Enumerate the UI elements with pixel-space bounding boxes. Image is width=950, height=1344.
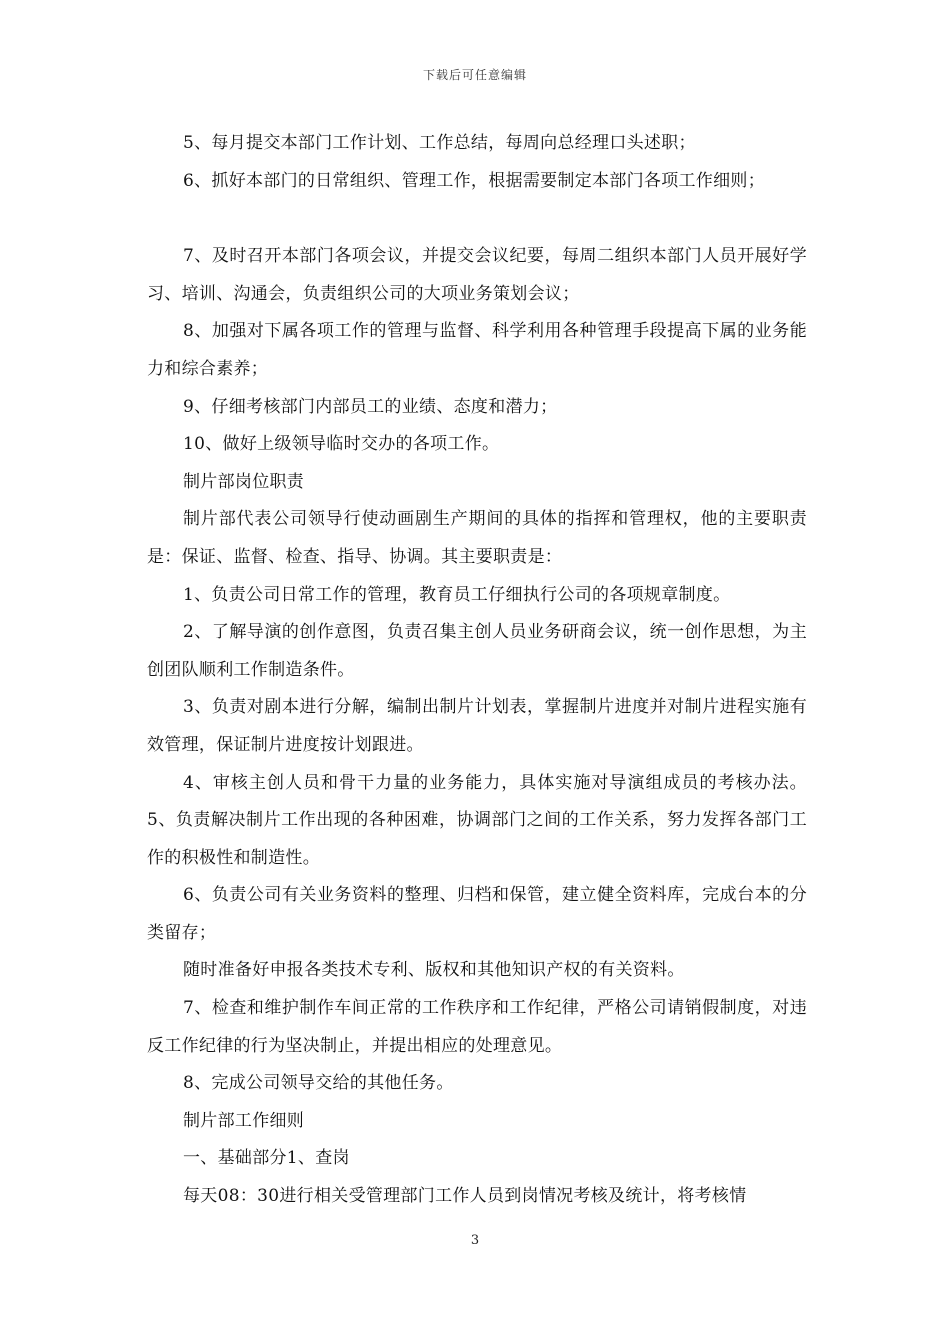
- document-body: [147, 125, 807, 1216]
- paragraph: 6、抓好本部门的日常组织、管理工作，根据需要制定本部门各项工作细则；: [183, 170, 766, 191]
- paragraph: 3、负责对剧本进行分解，编制出制片计划表，掌握制片进度并对制片进程实施有效管理，保证制片进度按计划跟进。: [147, 697, 807, 755]
- section-heading: 制片部工作细则: [183, 1110, 305, 1131]
- paragraph: 7、及时召开本部门各项会议，并提交会议纪要，每周二组织本部门人员开展好学习、培训、沟通会，负责组织公司的大项业务策划会议；: [147, 246, 807, 304]
- paragraph: 随时准备好申报各类技术专利、版权和其他知识产权的有关资料。: [183, 960, 685, 981]
- paragraph: 1、负责公司日常工作的管理，教育员工仔细执行公司的各项规章制度。: [183, 584, 731, 605]
- paragraph: 8、加强对下属各项工作的管理与监督、科学利用各种管理手段提高下属的业务能力和综合素养；: [147, 321, 807, 379]
- paragraph: 2、了解导演的创作意图，负责召集主创人员业务研商会议，统一创作思想，为主创团队顺利工作制造条件。: [147, 622, 807, 680]
- page-number: 3: [470, 1233, 480, 1248]
- paragraph: 一、基础部分1、查岗: [183, 1148, 350, 1169]
- paragraph: 9、仔细考核部门内部员工的业绩、态度和潜力；: [183, 396, 558, 417]
- paragraph-spacer: [147, 200, 807, 238]
- page-header-note: 下载后可任意编辑: [422, 68, 527, 82]
- paragraph: 7、检查和维护制作车间正常的工作秩序和工作纪律，严格公司请销假制度，对违反工作纪律的行为坚决制止，并提出相应的处理意见。: [147, 998, 807, 1056]
- paragraph: 10、做好上级领导临时交办的各项工作。: [183, 434, 500, 455]
- paragraph: 6、负责公司有关业务资料的整理、归档和保管，建立健全资料库，完成台本的分类留存；: [147, 885, 807, 943]
- paragraph: 制片部代表公司领导行使动画剧生产期间的具体的指挥和管理权，他的主要职责是：保证、监督、检查、指导、协调。其主要职责是：: [147, 509, 807, 567]
- section-heading: 制片部岗位职责: [183, 471, 305, 492]
- paragraph: 4、审核主创人员和骨干力量的业务能力，具体实施对导演组成员的考核办法。5、负责解决制片工作出现的各种困难，协调部门之间的工作关系，努力发挥各部门工作的积极性和制造性。: [147, 772, 807, 868]
- paragraph: 每天08：30进行相关受管理部门工作人员到岗情况考核及统计，将考核情: [183, 1186, 747, 1207]
- paragraph: 8、完成公司领导交给的其他任务。: [183, 1073, 454, 1094]
- paragraph: 5、每月提交本部门工作计划、工作总结，每周向总经理口头述职；: [183, 133, 696, 153]
